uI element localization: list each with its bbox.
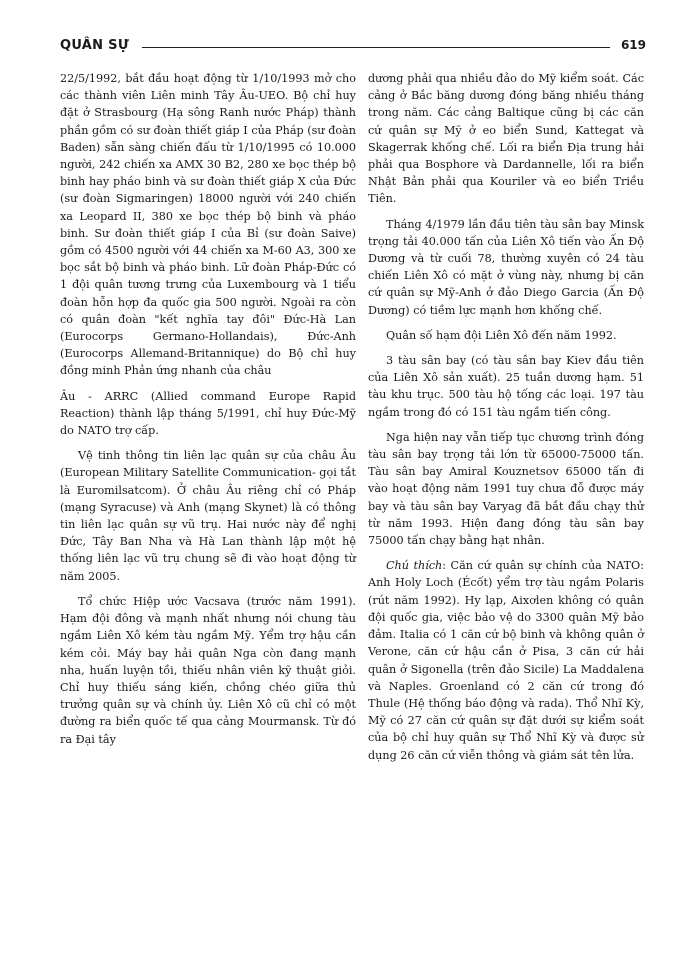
- paragraph: 3 tàu sân bay (có tàu sân bay Kiev đầu tiên của Liên Xô sản xuất). 25 tuần dương hạm. 51 tàu khu trục. 500 tàu hộ tống các loại. 197 tàu ngầm trong đó có 151 tàu ngầm tiến công.: [368, 354, 644, 419]
- paragraph: dương phải qua nhiều đảo do Mỹ kiểm soát. Các cảng ở Bắc băng dương đóng băng nhiều tháng trong năm. Các cảng Baltique cũng bị các căn cứ quân sự Mỹ ở eo biển Sund, Kattegat và Skagerrak khống chế. Lối ra biển Địa trung hải phải qua Bosphore và Dardannelle, lối ra biển Nhật Bản phải qua Kouriler và eo biển Triều Tiên.: [368, 72, 644, 206]
- paragraph: Quân số hạm đội Liên Xô đến năm 1992.: [386, 328, 617, 342]
- running-header-title: QUÂN SỰ: [60, 38, 129, 53]
- paragraph: Âu - ARRC (Allied command Europe Rapid Reaction) thành lập tháng 5/1991, chỉ huy Đức-Mỹ do NATO trợ cấp.: [60, 389, 356, 438]
- paragraph: 22/5/1992, bắt đầu hoạt động từ 1/10/1993 mở cho các thành viên Liên minh Tây Âu-UEO. Bộ chỉ huy đặt ở Strasbourg (Hạ sông Ranh nước Pháp) thành phần gồm có sư đoàn thiết giáp I của Pháp (sư đoàn Baden) sẵn sàng chiến đấu từ 1/10/1995 có 10.000 người, 242 chiến xa AMX 30 B2, 280 xe bọc thép bộ binh hay pháo binh và sư đoàn thiết giáp X của Đức (sư đoàn Sigmaringen) 18000 người với 240 chiến xa Leopard II, 380 xe bọc thép bộ binh và pháo binh. Sư đoàn thiết giáp I của Bỉ (sư đoàn Saive) gồm có 4500 người với 44 chiến xa M-60 A3, 300 xe bọc sắt bộ binh và pháo binh. Lữ đoàn Pháp-Đức có 1 đội quân tương trưng của Luxembourg và 1 tiểu đoàn hỗn hợp đa quốc gia 500 người. Ngoài ra còn có quân đoàn "kết nghĩa tay đôi" Đức-Hà Lan (Eurocorps Germano-Hollandais), Đức-Anh (Eurocorps Allemand-Britannique) do Bộ chỉ huy đồng minh Phản ứng nhanh của châu: [60, 72, 356, 378]
- left-column: [60, 70, 356, 756]
- note-paragraph: [368, 557, 644, 763]
- paragraph: Tháng 4/1979 lần đầu tiên tàu sân bay Minsk trọng tải 40.000 tấn của Liên Xô tiến vào Ấn Độ Dương và từ cuối 78, thường xuyên có 24 tàu chiến Liên Xô có mặt ở vùng này, nhưng bị căn cứ quân sự Mỹ-Anh ở đảo Diego Garcia (Ấn Độ Dương) có tiềm lực mạnh hơn khống chế.: [368, 217, 644, 317]
- note-label: Chú thích: [386, 559, 443, 573]
- header-rule: [142, 47, 610, 48]
- paragraph: Nga hiện nay vẫn tiếp tục chương trình đóng tàu sân bay trọng tải lớn từ 65000-75000 tấn. Tàu sân bay Amiral Kouznetsov 65000 tấn đi vào hoạt động năm 1991 tuy chưa đỗ được máy bay và tàu sân bay Varyag đã bắt đầu chạy thử từ năm 1993. Hiện đang đóng tàu sân bay 75000 tấn chạy bằng hạt nhân.: [368, 430, 644, 548]
- note-text: : Căn cứ quân sự chính của NATO: Anh Holy Loch (Écốt) yểm trợ tàu ngầm Polaris (rút năm 1992). Hy lạp, Aixơlen không có quân đội quốc gia, việc bảo vệ do 3300 quân Mỹ bảo đảm. Italia có 1 căn cứ bộ binh và không quân ở Verone, căn cứ hậu cần ở Pisa, 3 căn cứ hải quân ở Sigonella (trên đảo Sicile) La Maddalena và Naples. Groenland có 2 căn cứ trong đó Thule (Hệ thống báo động và rada). Thổ Nhĩ Kỳ, Mỹ có 27 căn cứ quân sự đặt dưới sự kiểm soát của bộ chỉ huy quân sự Thổ Nhĩ Kỳ và được sử dụng 26 căn cứ viễn thông và giám sát tên lửa.: [368, 559, 644, 762]
- page-header: [60, 38, 646, 60]
- paragraph: Tổ chức Hiệp ước Vacsava (trước năm 1991). Hạm đội đông và mạnh nhất nhưng nói chung tàu ngầm Liên Xô kém tàu ngầm Mỹ. Yểm trợ hậu cần kém cỏi. Máy bay hải quân Nga còn đang mạnh nha, huấn luyện tồi, thiếu nhân viên kỹ thuật giỏi. Chỉ huy thiếu sáng kiến, chồng chéo giữa thủ trưởng quân sự và chính ủy. Liên Xô cũ chỉ có một đường ra biển quốc tế qua cảng Mourmansk. Từ đó ra Đại tây: [60, 594, 356, 746]
- page-number: 619: [620, 38, 646, 52]
- right-column: [368, 70, 644, 772]
- paragraph: Vệ tinh thông tin liên lạc quân sự của châu Âu (European Military Satellite Communication- gọi tắt là Euromilsatcom). Ở châu Âu riêng chỉ có Pháp (mạng Syracuse) và Anh (mạng Skynet) là có thông tin liên lạc quân sự vũ trụ. Hai nước này để nghị Đức, Tây Ban Nha và Hà Lan thành lập một hệ thống liên lạc vũ trụ chung sẽ đi vào hoạt động từ năm 2005.: [60, 449, 356, 583]
